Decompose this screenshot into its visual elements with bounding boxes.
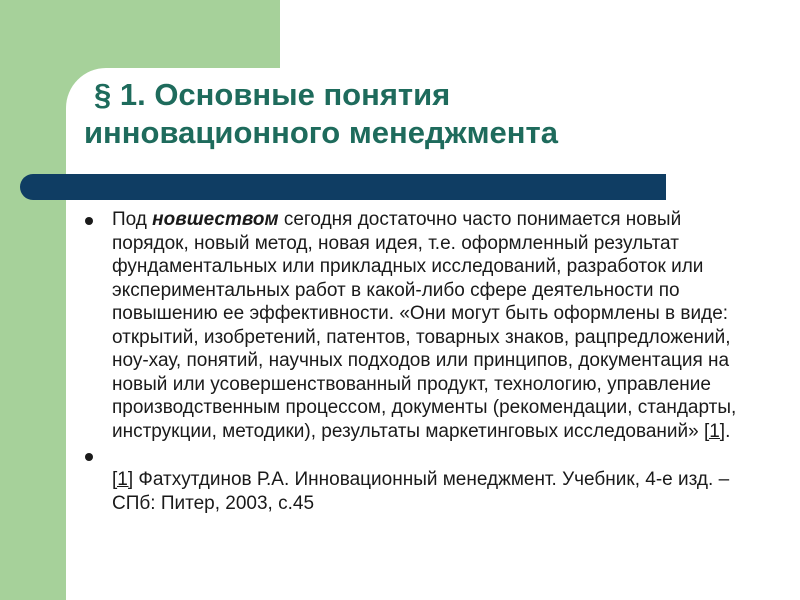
body-text-end: . bbox=[725, 420, 731, 442]
footnote bbox=[84, 468, 744, 515]
footnote-text: Фатхутдинов Р.А. Инновационный менеджмент. Учебник, 4-е изд. – СПб: Питер, 2003, с.45 bbox=[112, 469, 730, 514]
body-text-main: сегодня достаточно часто понимается новый порядок, новый метод, новая идея, т.е. оформленный результат фундаментальных или прикладных исследований, разработок или экспериментальных работ в какой-либо сфере деятельности по повышению ее эффективности. «Они могут быть оформлены в виде: открытий, изобретений, патентов, товарных знаков, рацпредложений, ноу-хау, понятий, научных подходов или принципов, документация на новый или усовершенствованный продукт, технологию, управление производственным процессом, документы (рекомендации, стандарты, инструкции, методики), результаты маркетинговых исследований» bbox=[112, 209, 737, 442]
body-paragraph bbox=[84, 208, 744, 443]
body-term-emphasis: новшеством bbox=[152, 209, 279, 230]
bullet-icon bbox=[85, 217, 93, 225]
slide-title-line-2: инновационного менеджмента bbox=[84, 115, 558, 150]
title-divider-bar bbox=[20, 174, 666, 200]
slide-title-line-1: § 1. Основные понятия bbox=[94, 77, 451, 112]
slide-body bbox=[84, 208, 744, 515]
slide-title bbox=[84, 76, 684, 152]
footnote-reference-link[interactable]: [1] bbox=[703, 420, 726, 442]
footnote-marker-link[interactable]: [1] bbox=[112, 469, 134, 490]
empty-bullet-item bbox=[84, 445, 744, 468]
body-text-intro: Под bbox=[112, 209, 153, 230]
bullet-icon bbox=[85, 453, 93, 461]
